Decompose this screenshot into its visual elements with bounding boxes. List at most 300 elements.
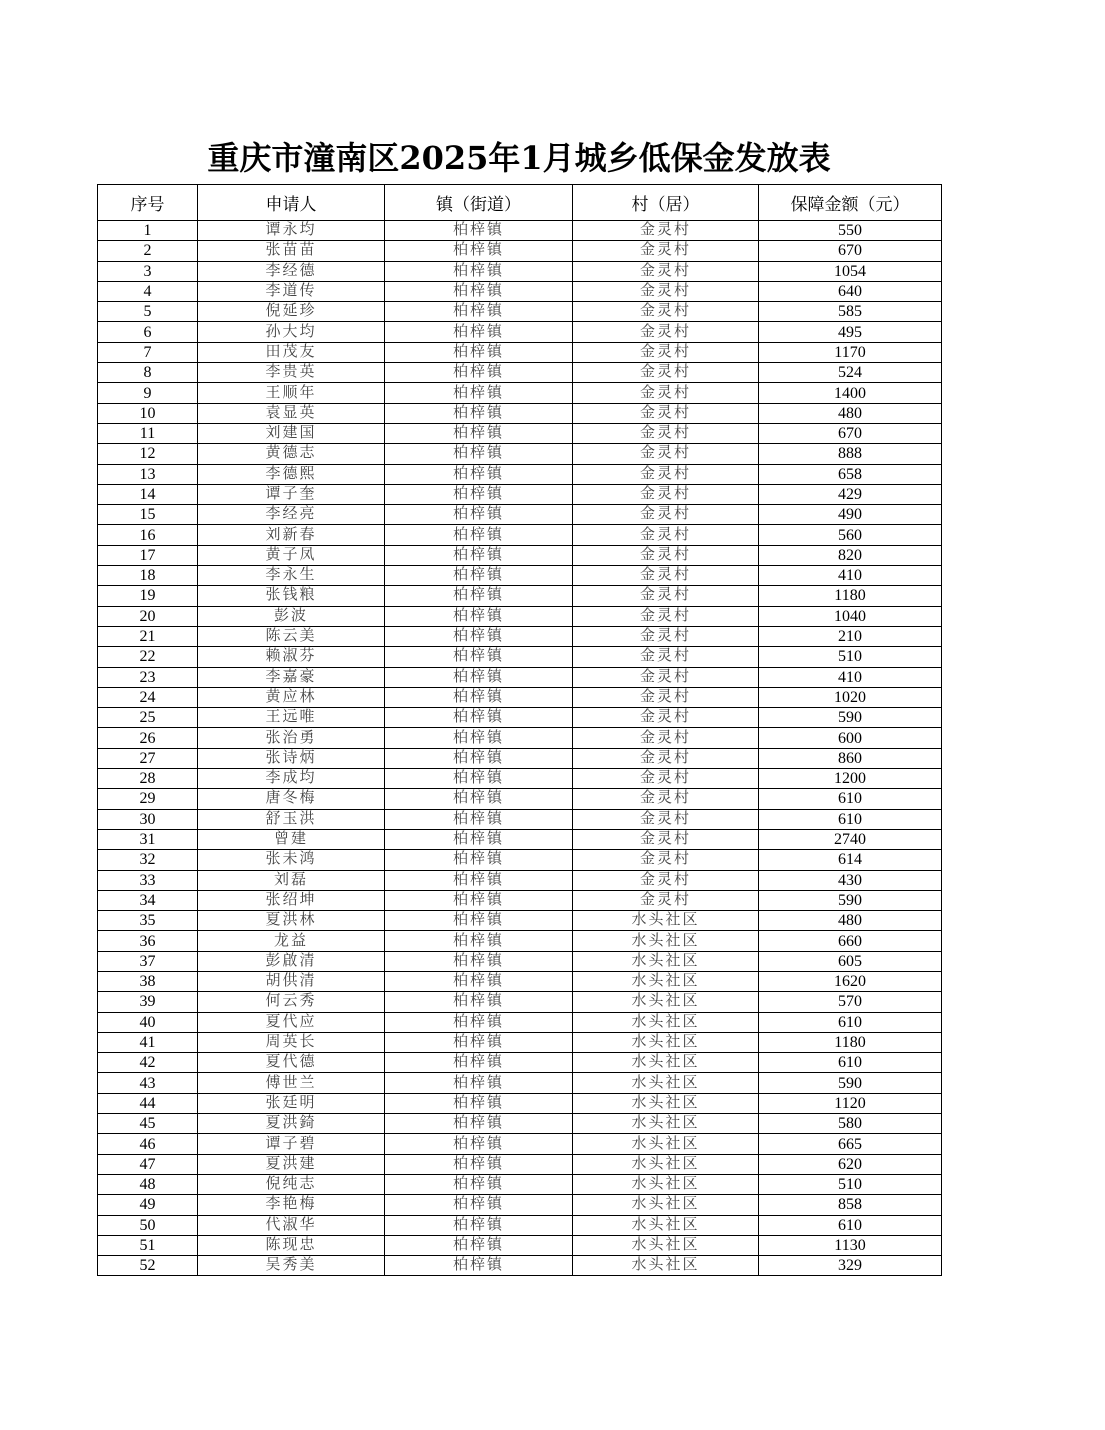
cell-amount: 665: [759, 1134, 942, 1154]
cell-amount: 585: [759, 302, 942, 322]
cell-serial-number: 30: [98, 809, 198, 829]
cell-amount: 410: [759, 566, 942, 586]
table-row: [98, 1154, 942, 1174]
cell-town: 柏梓镇: [385, 992, 573, 1012]
header-amount: 保障金额（元）: [759, 185, 942, 221]
table-row: [98, 1195, 942, 1215]
cell-amount: 1120: [759, 1093, 942, 1113]
cell-village: 金灵村: [573, 342, 759, 362]
cell-village: 金灵村: [573, 809, 759, 829]
cell-village: 水头社区: [573, 1093, 759, 1113]
table-row: [98, 870, 942, 890]
cell-town: 柏梓镇: [385, 829, 573, 849]
cell-village: 金灵村: [573, 647, 759, 667]
cell-serial-number: 47: [98, 1154, 198, 1174]
table-row: [98, 1032, 942, 1052]
cell-applicant: 夏洪錡: [198, 1114, 385, 1134]
cell-applicant: 李永生: [198, 566, 385, 586]
cell-amount: 550: [759, 221, 942, 241]
cell-village: 金灵村: [573, 505, 759, 525]
table-row: [98, 647, 942, 667]
cell-village: 金灵村: [573, 241, 759, 261]
header-town: 镇（街道）: [385, 185, 573, 221]
cell-amount: 1620: [759, 971, 942, 991]
cell-applicant: 傅世兰: [198, 1073, 385, 1093]
cell-applicant: 曾建: [198, 829, 385, 849]
page-title: 重庆市潼南区2025年1月城乡低保金发放表: [207, 139, 831, 177]
cell-applicant: 张钱粮: [198, 586, 385, 606]
cell-serial-number: 8: [98, 363, 198, 383]
cell-village: 金灵村: [573, 403, 759, 423]
table-row: [98, 748, 942, 768]
cell-village: 水头社区: [573, 992, 759, 1012]
cell-village: 水头社区: [573, 1235, 759, 1255]
cell-applicant: 黄子凤: [198, 545, 385, 565]
cell-applicant: 夏代德: [198, 1053, 385, 1073]
header-village: 村（居）: [573, 185, 759, 221]
table-row: [98, 1114, 942, 1134]
cell-amount: 1200: [759, 769, 942, 789]
cell-town: 柏梓镇: [385, 789, 573, 809]
cell-village: 金灵村: [573, 444, 759, 464]
cell-applicant: 王顺年: [198, 383, 385, 403]
cell-serial-number: 32: [98, 850, 198, 870]
cell-applicant: 张诗炳: [198, 748, 385, 768]
cell-applicant: 彭波: [198, 606, 385, 626]
cell-village: 金灵村: [573, 789, 759, 809]
cell-village: 水头社区: [573, 1012, 759, 1032]
cell-town: 柏梓镇: [385, 586, 573, 606]
cell-serial-number: 31: [98, 829, 198, 849]
table-row: [98, 728, 942, 748]
cell-amount: 1180: [759, 586, 942, 606]
cell-village: 金灵村: [573, 667, 759, 687]
cell-amount: 410: [759, 667, 942, 687]
table-row: [98, 667, 942, 687]
cell-applicant: 代淑华: [198, 1215, 385, 1235]
cell-village: 金灵村: [573, 566, 759, 586]
cell-village: 水头社区: [573, 1154, 759, 1174]
table-row: [98, 363, 942, 383]
cell-serial-number: 1: [98, 221, 198, 241]
cell-town: 柏梓镇: [385, 484, 573, 504]
cell-serial-number: 48: [98, 1174, 198, 1194]
cell-village: 金灵村: [573, 626, 759, 646]
cell-amount: 560: [759, 525, 942, 545]
table-row: [98, 931, 942, 951]
cell-serial-number: 37: [98, 951, 198, 971]
cell-town: 柏梓镇: [385, 1073, 573, 1093]
cell-amount: 1400: [759, 383, 942, 403]
cell-village: 金灵村: [573, 606, 759, 626]
cell-town: 柏梓镇: [385, 1256, 573, 1276]
cell-amount: 620: [759, 1154, 942, 1174]
cell-village: 金灵村: [573, 261, 759, 281]
table-body: [98, 221, 942, 1276]
cell-serial-number: 25: [98, 708, 198, 728]
table-row: [98, 850, 942, 870]
cell-applicant: 张未鸿: [198, 850, 385, 870]
cell-town: 柏梓镇: [385, 1012, 573, 1032]
table-row: [98, 769, 942, 789]
cell-serial-number: 52: [98, 1256, 198, 1276]
cell-town: 柏梓镇: [385, 403, 573, 423]
cell-serial-number: 44: [98, 1093, 198, 1113]
cell-amount: 570: [759, 992, 942, 1012]
cell-serial-number: 3: [98, 261, 198, 281]
cell-town: 柏梓镇: [385, 221, 573, 241]
cell-applicant: 周英长: [198, 1032, 385, 1052]
cell-town: 柏梓镇: [385, 1154, 573, 1174]
cell-amount: 670: [759, 423, 942, 443]
table-row: [98, 789, 942, 809]
cell-town: 柏梓镇: [385, 281, 573, 301]
table-row: [98, 890, 942, 910]
cell-serial-number: 36: [98, 931, 198, 951]
cell-amount: 1180: [759, 1032, 942, 1052]
cell-village: 水头社区: [573, 1073, 759, 1093]
cell-serial-number: 22: [98, 647, 198, 667]
cell-applicant: 孙大均: [198, 322, 385, 342]
cell-applicant: 谭永均: [198, 221, 385, 241]
cell-village: 金灵村: [573, 586, 759, 606]
cell-serial-number: 34: [98, 890, 198, 910]
cell-town: 柏梓镇: [385, 342, 573, 362]
cell-town: 柏梓镇: [385, 809, 573, 829]
cell-town: 柏梓镇: [385, 241, 573, 261]
cell-amount: 510: [759, 1174, 942, 1194]
cell-town: 柏梓镇: [385, 931, 573, 951]
cell-village: 水头社区: [573, 1053, 759, 1073]
table-row: [98, 383, 942, 403]
table-row: [98, 484, 942, 504]
cell-amount: 1054: [759, 261, 942, 281]
cell-applicant: 倪纯志: [198, 1174, 385, 1194]
cell-town: 柏梓镇: [385, 1093, 573, 1113]
cell-applicant: 夏洪建: [198, 1154, 385, 1174]
cell-town: 柏梓镇: [385, 687, 573, 707]
cell-applicant: 彭啟清: [198, 951, 385, 971]
cell-town: 柏梓镇: [385, 606, 573, 626]
cell-serial-number: 26: [98, 728, 198, 748]
header-applicant: 申请人: [198, 185, 385, 221]
cell-applicant: 田茂友: [198, 342, 385, 362]
cell-village: 金灵村: [573, 748, 759, 768]
cell-serial-number: 12: [98, 444, 198, 464]
cell-town: 柏梓镇: [385, 566, 573, 586]
cell-town: 柏梓镇: [385, 1134, 573, 1154]
cell-amount: 820: [759, 545, 942, 565]
table-row: [98, 566, 942, 586]
cell-town: 柏梓镇: [385, 302, 573, 322]
cell-town: 柏梓镇: [385, 647, 573, 667]
cell-applicant: 何云秀: [198, 992, 385, 1012]
cell-applicant: 刘新春: [198, 525, 385, 545]
cell-village: 金灵村: [573, 829, 759, 849]
cell-village: 水头社区: [573, 951, 759, 971]
cell-amount: 600: [759, 728, 942, 748]
cell-serial-number: 35: [98, 911, 198, 931]
table-row: [98, 606, 942, 626]
cell-village: 金灵村: [573, 870, 759, 890]
cell-town: 柏梓镇: [385, 383, 573, 403]
table-row: [98, 708, 942, 728]
table-row: [98, 1174, 942, 1194]
cell-town: 柏梓镇: [385, 728, 573, 748]
cell-amount: 640: [759, 281, 942, 301]
cell-village: 金灵村: [573, 484, 759, 504]
table-header-row: [98, 185, 942, 221]
cell-town: 柏梓镇: [385, 261, 573, 281]
cell-town: 柏梓镇: [385, 708, 573, 728]
cell-applicant: 李艳梅: [198, 1195, 385, 1215]
cell-village: 金灵村: [573, 322, 759, 342]
cell-amount: 480: [759, 403, 942, 423]
table-row: [98, 221, 942, 241]
cell-applicant: 袁显英: [198, 403, 385, 423]
table-row: [98, 992, 942, 1012]
cell-amount: 210: [759, 626, 942, 646]
cell-amount: 670: [759, 241, 942, 261]
cell-amount: 524: [759, 363, 942, 383]
cell-applicant: 胡供清: [198, 971, 385, 991]
cell-village: 水头社区: [573, 1256, 759, 1276]
cell-village: 金灵村: [573, 890, 759, 910]
cell-applicant: 李经德: [198, 261, 385, 281]
cell-village: 水头社区: [573, 1195, 759, 1215]
cell-amount: 610: [759, 809, 942, 829]
cell-serial-number: 28: [98, 769, 198, 789]
table-row: [98, 505, 942, 525]
cell-amount: 590: [759, 1073, 942, 1093]
cell-village: 金灵村: [573, 281, 759, 301]
table-row: [98, 809, 942, 829]
cell-applicant: 夏代应: [198, 1012, 385, 1032]
table-row: [98, 302, 942, 322]
cell-applicant: 龙益: [198, 931, 385, 951]
cell-serial-number: 2: [98, 241, 198, 261]
table-row: [98, 525, 942, 545]
cell-serial-number: 20: [98, 606, 198, 626]
table-row: [98, 971, 942, 991]
cell-serial-number: 29: [98, 789, 198, 809]
cell-applicant: 谭子奎: [198, 484, 385, 504]
cell-town: 柏梓镇: [385, 505, 573, 525]
cell-town: 柏梓镇: [385, 1032, 573, 1052]
cell-amount: 580: [759, 1114, 942, 1134]
table-row: [98, 1235, 942, 1255]
table-row: [98, 1073, 942, 1093]
cell-serial-number: 46: [98, 1134, 198, 1154]
cell-serial-number: 45: [98, 1114, 198, 1134]
cell-serial-number: 49: [98, 1195, 198, 1215]
cell-town: 柏梓镇: [385, 626, 573, 646]
cell-applicant: 李道传: [198, 281, 385, 301]
cell-amount: 329: [759, 1256, 942, 1276]
table-row: [98, 626, 942, 646]
cell-amount: 430: [759, 870, 942, 890]
table-row: [98, 545, 942, 565]
cell-amount: 590: [759, 890, 942, 910]
table-row: [98, 1053, 942, 1073]
cell-applicant: 黄德志: [198, 444, 385, 464]
cell-amount: 510: [759, 647, 942, 667]
table-row: [98, 1256, 942, 1276]
cell-applicant: 谭子碧: [198, 1134, 385, 1154]
cell-serial-number: 7: [98, 342, 198, 362]
table-row: [98, 1215, 942, 1235]
cell-serial-number: 11: [98, 423, 198, 443]
cell-applicant: 倪延珍: [198, 302, 385, 322]
cell-serial-number: 41: [98, 1032, 198, 1052]
cell-village: 金灵村: [573, 525, 759, 545]
cell-village: 金灵村: [573, 728, 759, 748]
cell-applicant: 黄应林: [198, 687, 385, 707]
cell-town: 柏梓镇: [385, 525, 573, 545]
header-serial-number: 序号: [98, 185, 198, 221]
cell-village: 金灵村: [573, 302, 759, 322]
cell-applicant: 王远唯: [198, 708, 385, 728]
cell-town: 柏梓镇: [385, 464, 573, 484]
cell-applicant: 陈云美: [198, 626, 385, 646]
cell-serial-number: 39: [98, 992, 198, 1012]
cell-village: 水头社区: [573, 1114, 759, 1134]
cell-serial-number: 13: [98, 464, 198, 484]
cell-serial-number: 9: [98, 383, 198, 403]
table-row: [98, 241, 942, 261]
cell-village: 水头社区: [573, 1174, 759, 1194]
allowance-table: [97, 184, 942, 1276]
cell-serial-number: 24: [98, 687, 198, 707]
cell-town: 柏梓镇: [385, 971, 573, 991]
table-row: [98, 911, 942, 931]
cell-serial-number: 38: [98, 971, 198, 991]
cell-applicant: 李成均: [198, 769, 385, 789]
table-row: [98, 1093, 942, 1113]
cell-town: 柏梓镇: [385, 545, 573, 565]
cell-applicant: 赖淑芬: [198, 647, 385, 667]
cell-town: 柏梓镇: [385, 667, 573, 687]
cell-amount: 610: [759, 1012, 942, 1032]
cell-village: 金灵村: [573, 363, 759, 383]
cell-amount: 610: [759, 1215, 942, 1235]
cell-village: 金灵村: [573, 383, 759, 403]
cell-town: 柏梓镇: [385, 1174, 573, 1194]
cell-town: 柏梓镇: [385, 890, 573, 910]
cell-town: 柏梓镇: [385, 1053, 573, 1073]
cell-serial-number: 17: [98, 545, 198, 565]
cell-applicant: 唐冬梅: [198, 789, 385, 809]
cell-serial-number: 51: [98, 1235, 198, 1255]
cell-serial-number: 15: [98, 505, 198, 525]
table-row: [98, 444, 942, 464]
cell-town: 柏梓镇: [385, 951, 573, 971]
cell-town: 柏梓镇: [385, 870, 573, 890]
table-row: [98, 423, 942, 443]
cell-serial-number: 33: [98, 870, 198, 890]
cell-serial-number: 42: [98, 1053, 198, 1073]
cell-town: 柏梓镇: [385, 769, 573, 789]
cell-town: 柏梓镇: [385, 1235, 573, 1255]
cell-serial-number: 16: [98, 525, 198, 545]
cell-village: 金灵村: [573, 708, 759, 728]
cell-amount: 860: [759, 748, 942, 768]
cell-amount: 610: [759, 789, 942, 809]
cell-amount: 660: [759, 931, 942, 951]
cell-town: 柏梓镇: [385, 444, 573, 464]
table-row: [98, 586, 942, 606]
cell-amount: 1020: [759, 687, 942, 707]
cell-amount: 614: [759, 850, 942, 870]
cell-serial-number: 5: [98, 302, 198, 322]
cell-serial-number: 27: [98, 748, 198, 768]
cell-amount: 1130: [759, 1235, 942, 1255]
cell-village: 水头社区: [573, 1134, 759, 1154]
cell-applicant: 刘磊: [198, 870, 385, 890]
table-row: [98, 1012, 942, 1032]
cell-amount: 590: [759, 708, 942, 728]
table-row: [98, 687, 942, 707]
cell-village: 水头社区: [573, 971, 759, 991]
cell-applicant: 李经亮: [198, 505, 385, 525]
cell-applicant: 夏洪林: [198, 911, 385, 931]
cell-serial-number: 4: [98, 281, 198, 301]
cell-town: 柏梓镇: [385, 423, 573, 443]
table-row: [98, 951, 942, 971]
cell-applicant: 李贵英: [198, 363, 385, 383]
table-row: [98, 403, 942, 423]
table-row: [98, 464, 942, 484]
cell-amount: 1040: [759, 606, 942, 626]
cell-applicant: 张苗苗: [198, 241, 385, 261]
cell-applicant: 张廷明: [198, 1093, 385, 1113]
cell-serial-number: 21: [98, 626, 198, 646]
cell-town: 柏梓镇: [385, 850, 573, 870]
cell-serial-number: 50: [98, 1215, 198, 1235]
cell-amount: 605: [759, 951, 942, 971]
table-row: [98, 261, 942, 281]
cell-amount: 2740: [759, 829, 942, 849]
cell-town: 柏梓镇: [385, 1215, 573, 1235]
cell-town: 柏梓镇: [385, 911, 573, 931]
cell-town: 柏梓镇: [385, 1195, 573, 1215]
cell-amount: 658: [759, 464, 942, 484]
cell-amount: 858: [759, 1195, 942, 1215]
cell-amount: 495: [759, 322, 942, 342]
cell-applicant: 张治勇: [198, 728, 385, 748]
cell-village: 金灵村: [573, 687, 759, 707]
cell-village: 金灵村: [573, 464, 759, 484]
cell-town: 柏梓镇: [385, 1114, 573, 1134]
cell-serial-number: 43: [98, 1073, 198, 1093]
cell-serial-number: 14: [98, 484, 198, 504]
table-row: [98, 1134, 942, 1154]
cell-applicant: 李德熙: [198, 464, 385, 484]
cell-village: 金灵村: [573, 850, 759, 870]
cell-village: 金灵村: [573, 769, 759, 789]
cell-village: 水头社区: [573, 931, 759, 951]
cell-serial-number: 19: [98, 586, 198, 606]
cell-town: 柏梓镇: [385, 363, 573, 383]
table-row: [98, 829, 942, 849]
cell-applicant: 李嘉豪: [198, 667, 385, 687]
cell-applicant: 张绍坤: [198, 890, 385, 910]
cell-serial-number: 40: [98, 1012, 198, 1032]
cell-village: 水头社区: [573, 911, 759, 931]
cell-amount: 429: [759, 484, 942, 504]
cell-village: 水头社区: [573, 1032, 759, 1052]
table-row: [98, 342, 942, 362]
